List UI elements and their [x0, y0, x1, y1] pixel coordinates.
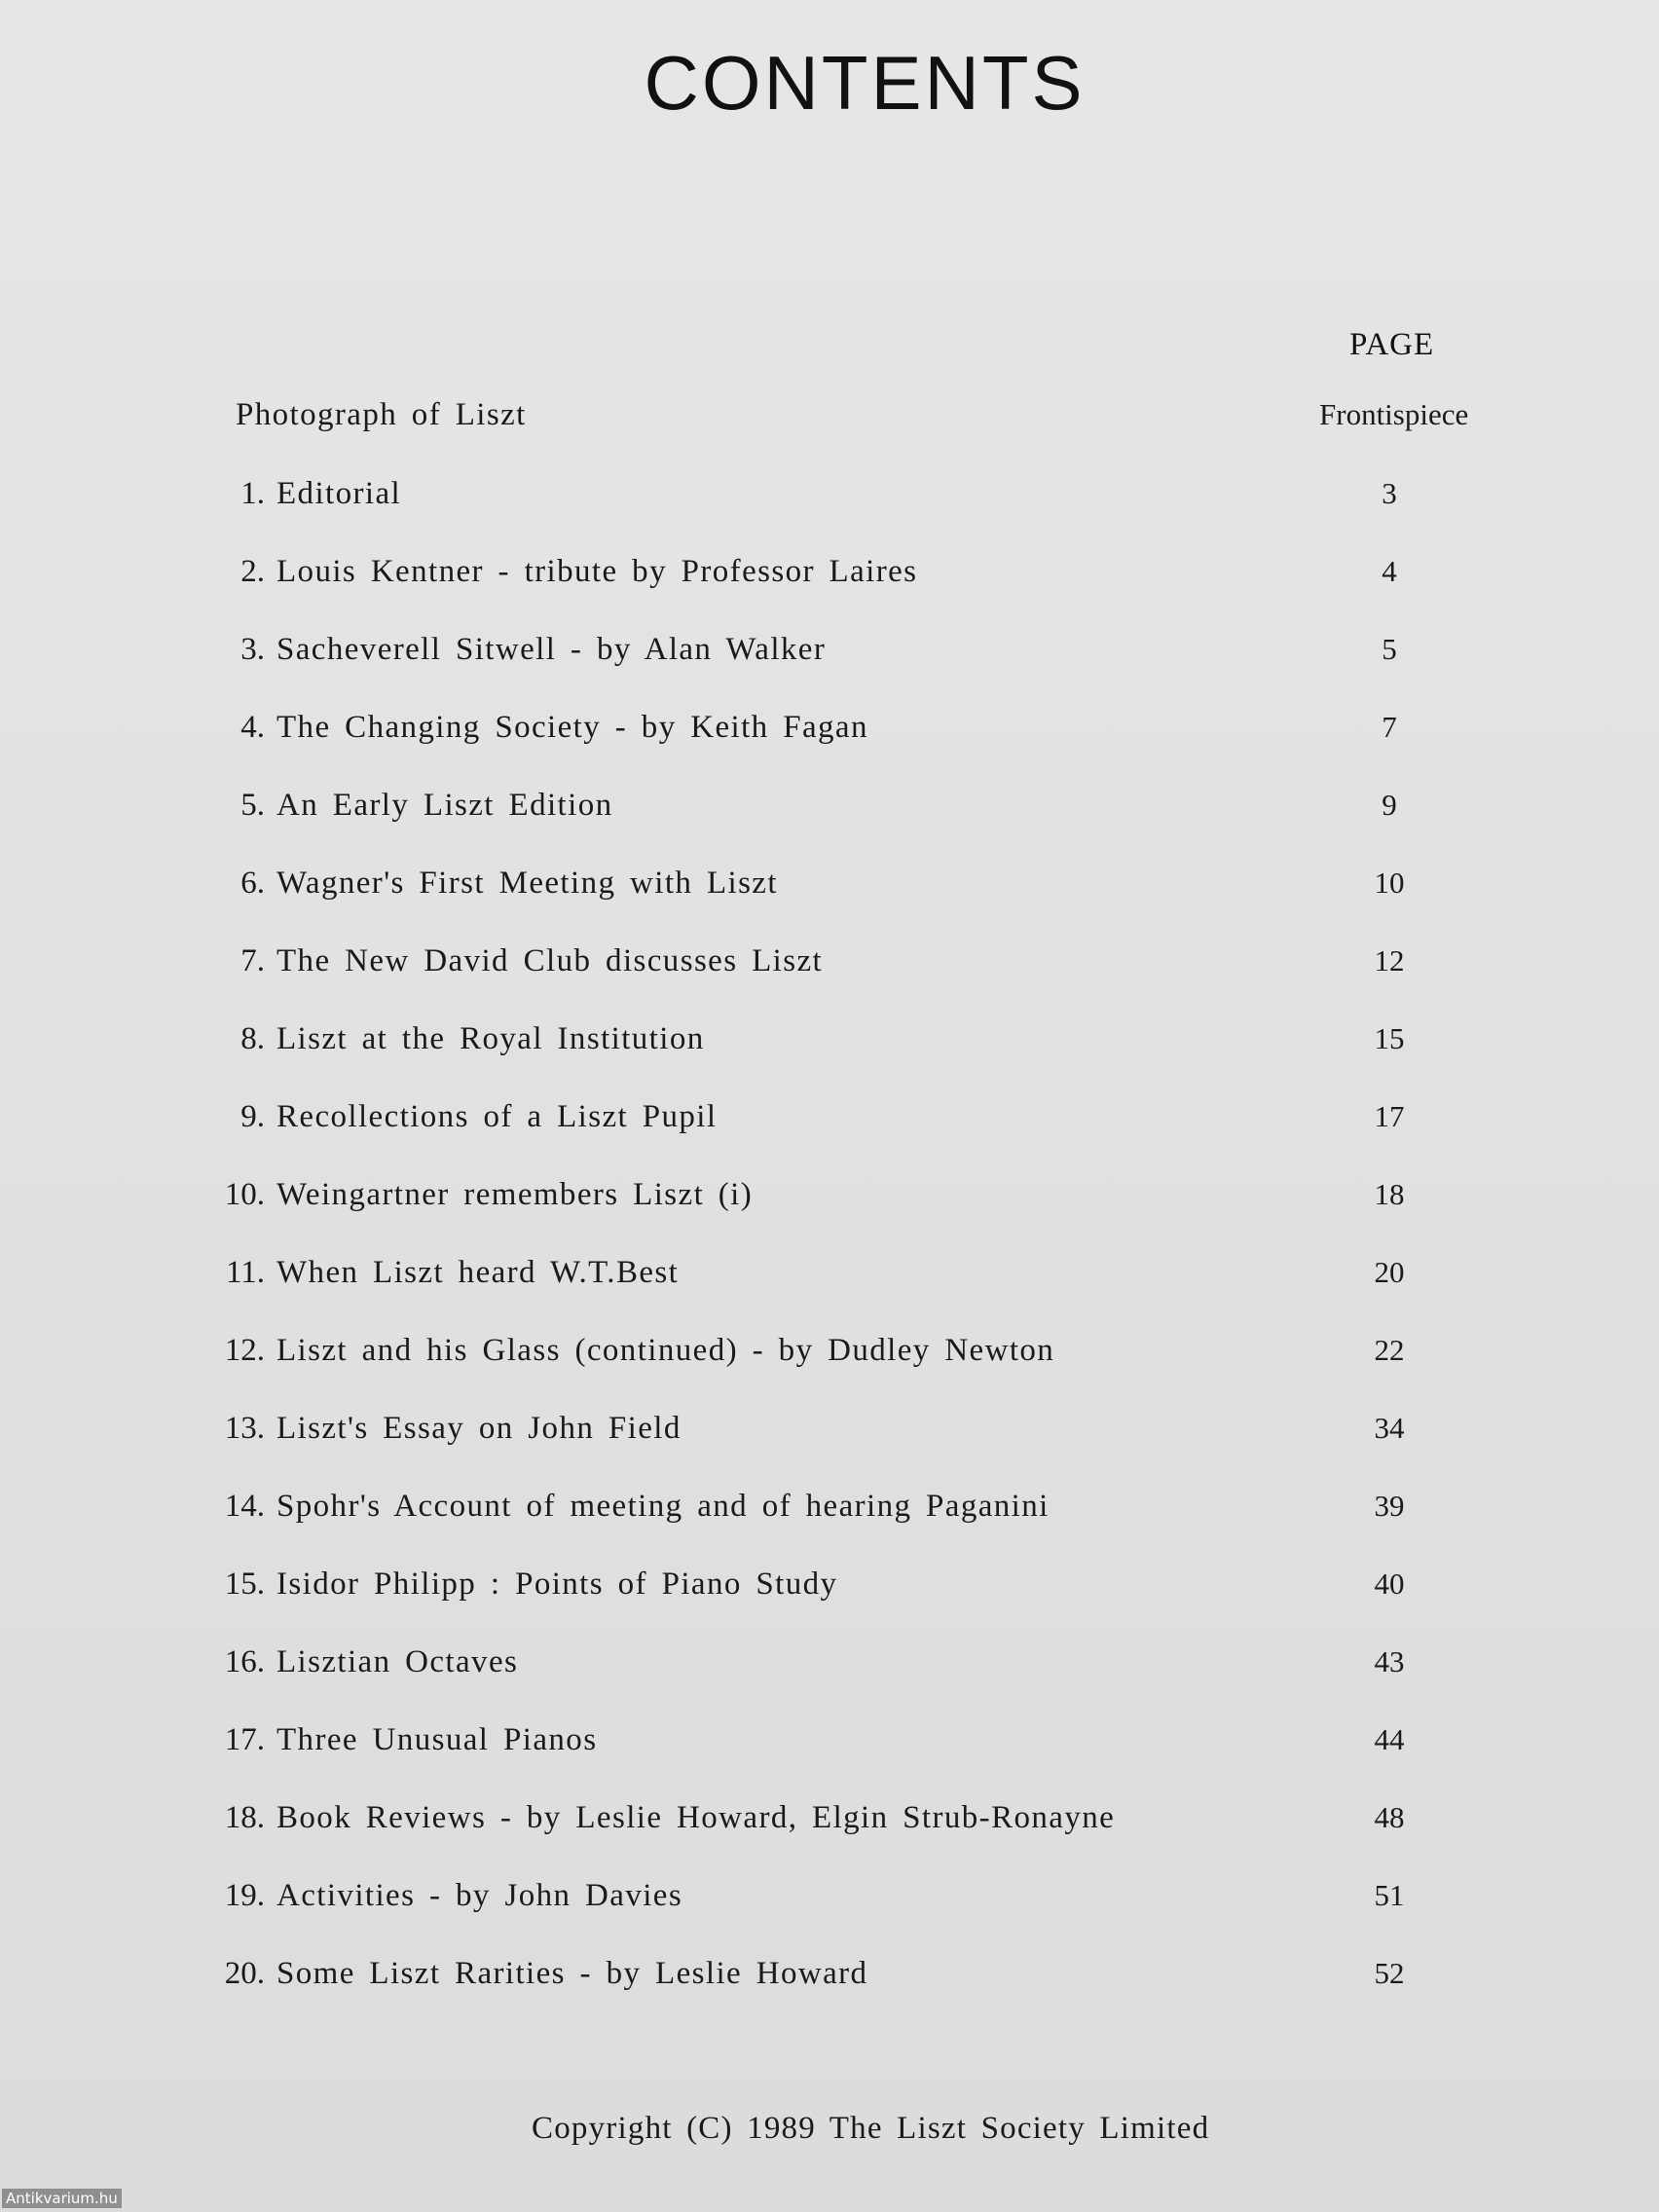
toc-entry: [0, 1255, 1659, 1309]
toc-entry-number: 7.: [240, 943, 265, 978]
toc-entry-title: Lisztian Octaves: [276, 1644, 519, 1679]
toc-entry-number: 10.: [224, 1177, 265, 1212]
toc-entry-page: 5: [1382, 632, 1397, 666]
toc-entry-page: Frontispiece: [1319, 397, 1469, 431]
toc-entry-page: 9: [1382, 788, 1397, 822]
toc-entry-page: 22: [1374, 1333, 1405, 1367]
toc-entry-page: 52: [1374, 1956, 1405, 1990]
toc-entry: [0, 1878, 1659, 1933]
toc-entry-number: 16.: [224, 1644, 265, 1679]
toc-entry: [0, 1800, 1659, 1855]
toc-entry-number: 20.: [224, 1956, 265, 1991]
toc-entry-page: 12: [1374, 943, 1405, 977]
toc-entry-number: 11.: [225, 1255, 265, 1290]
watermark: Antikvarium.hu: [2, 2189, 122, 2208]
toc-entry-title: Activities - by John Davies: [276, 1878, 683, 1913]
toc-entry: [0, 554, 1659, 608]
toc-entry-number: 4.: [240, 710, 265, 745]
toc-entry-title: Photograph of Liszt: [236, 397, 527, 432]
toc-entry-title: Editorial: [276, 476, 402, 511]
toc-entry-title: Spohr's Account of meeting and of hearing Paganini: [276, 1489, 1050, 1524]
toc-entry-title: Wagner's First Meeting with Liszt: [276, 866, 778, 901]
toc-entry: [0, 1722, 1659, 1777]
toc-entry-number: 13.: [224, 1411, 265, 1446]
toc-entry-number: 6.: [240, 866, 265, 901]
toc-entry-number: 2.: [240, 554, 265, 589]
toc-entry-title: Weingartner remembers Liszt (i): [276, 1177, 754, 1212]
toc-entry-number: 9.: [240, 1099, 265, 1134]
toc-entry: [0, 710, 1659, 764]
toc-entry-number: 8.: [240, 1021, 265, 1056]
toc-entry-title: An Early Liszt Edition: [276, 788, 613, 823]
toc-entry: [0, 1333, 1659, 1387]
toc-entry-page: 48: [1374, 1800, 1405, 1834]
toc-entry-number: 18.: [224, 1800, 265, 1835]
toc-entry-page: 40: [1374, 1567, 1405, 1601]
toc-entry-number: 1.: [240, 476, 265, 511]
toc-entry-title: Sacheverell Sitwell - by Alan Walker: [276, 632, 827, 667]
toc-entry: [0, 1177, 1659, 1232]
toc-entry-title: Isidor Philipp : Points of Piano Study: [276, 1567, 838, 1602]
toc-entry-title: Liszt at the Royal Institution: [276, 1021, 705, 1056]
toc-entry-title: Louis Kentner - tribute by Professor Laires: [276, 554, 918, 589]
toc-entry: [0, 476, 1659, 531]
toc-entry-page: 34: [1374, 1411, 1405, 1445]
toc-entry-number: 15.: [224, 1567, 265, 1602]
toc-entry-title: Recollections of a Liszt Pupil: [276, 1099, 718, 1134]
toc-entry-page: 3: [1382, 476, 1397, 510]
toc-entry-page: 51: [1374, 1878, 1405, 1912]
toc-entry-title: Book Reviews - by Leslie Howard, Elgin Strub-Ronayne: [276, 1800, 1116, 1835]
toc-entry-title: Liszt and his Glass (continued) - by Dudley Newton: [276, 1333, 1055, 1368]
toc-entry-page: 17: [1374, 1099, 1405, 1133]
toc-entry: [0, 788, 1659, 842]
toc-entry-title: When Liszt heard W.T.Best: [276, 1255, 680, 1290]
toc-entry-number: 19.: [224, 1878, 265, 1913]
toc-entry: [0, 1021, 1659, 1076]
toc-entry-number: 12.: [224, 1333, 265, 1368]
toc-entry-number: 17.: [224, 1722, 265, 1757]
toc-entry-page: 44: [1374, 1722, 1405, 1756]
toc-entry: [0, 1411, 1659, 1465]
toc-entry: [0, 1956, 1659, 2010]
toc-entry-page: 18: [1374, 1177, 1405, 1211]
toc-entry: [0, 397, 1659, 452]
toc-entry-page: 10: [1374, 866, 1405, 900]
toc-entry: [0, 1489, 1659, 1543]
toc-entry-title: Some Liszt Rarities - by Leslie Howard: [276, 1956, 868, 1991]
toc-entry: [0, 1099, 1659, 1154]
toc-entry-page: 15: [1374, 1021, 1405, 1055]
toc-entry-number: 14.: [224, 1489, 265, 1524]
toc-entry-page: 20: [1374, 1255, 1405, 1289]
toc-entry-number: 5.: [240, 788, 265, 823]
toc-entry-title: Liszt's Essay on John Field: [276, 1411, 682, 1446]
toc-entry-page: 39: [1374, 1489, 1405, 1523]
toc-entry-title: The Changing Society - by Keith Fagan: [276, 710, 868, 745]
toc-entry: [0, 866, 1659, 920]
page-column-header: PAGE: [1349, 327, 1435, 362]
toc-entry-title: The New David Club discusses Liszt: [276, 943, 824, 978]
toc-entry: [0, 1644, 1659, 1699]
toc-entry-page: 43: [1374, 1644, 1405, 1678]
toc-entry-page: 7: [1382, 710, 1397, 744]
toc-entry: [0, 632, 1659, 686]
toc-entry: [0, 943, 1659, 998]
toc-entry: [0, 1567, 1659, 1621]
copyright-notice: Copyright (C) 1989 The Liszt Society Limited: [532, 2111, 1210, 2146]
page-title: CONTENTS: [644, 40, 1086, 126]
toc-entry-page: 4: [1382, 554, 1397, 588]
toc-entry-number: 3.: [240, 632, 265, 667]
toc-entry-title: Three Unusual Pianos: [276, 1722, 598, 1757]
